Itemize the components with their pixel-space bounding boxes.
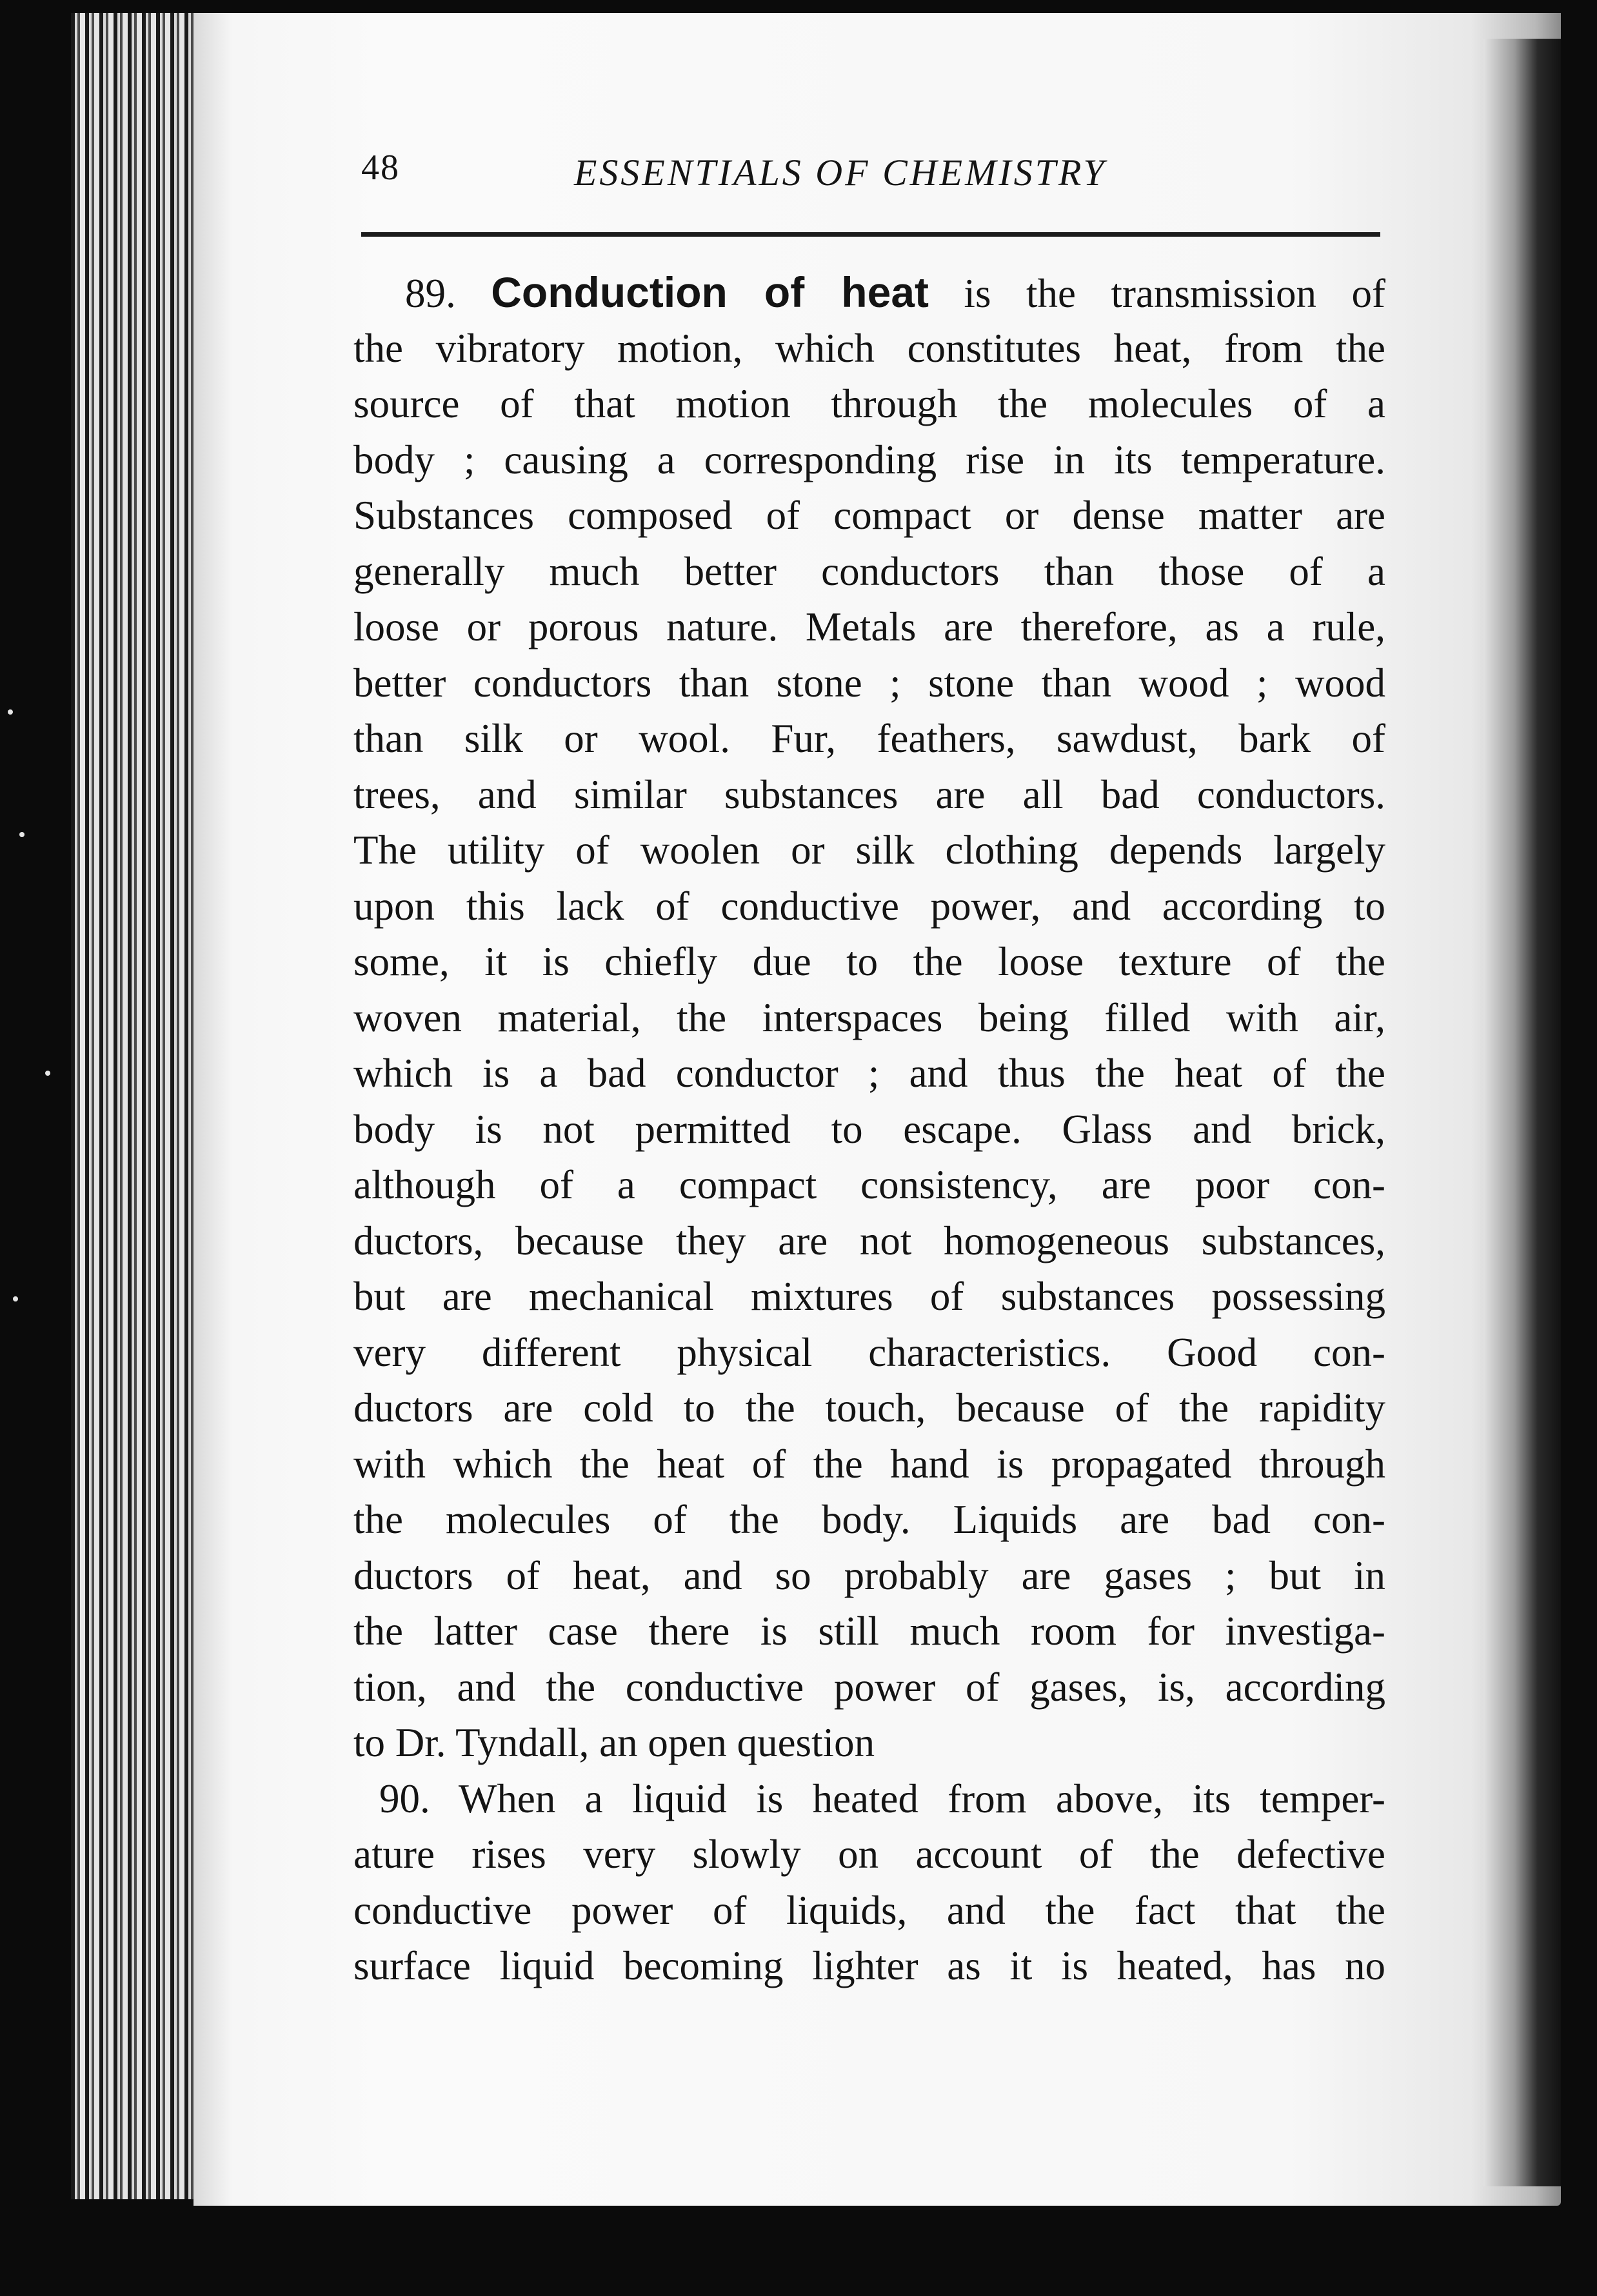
scan-speck xyxy=(8,709,13,715)
text-line: which is a bad conductor ; and thus the heat of the xyxy=(353,1051,1385,1096)
text-line: woven material, the interspaces being filled with air, xyxy=(353,995,1385,1040)
text-line: The utility of woolen or silk clothing depends largely xyxy=(353,827,1385,873)
text-line: trees, and similar substances are all bad conductors. xyxy=(353,771,1385,817)
text-line: ductors are cold to the touch, because of the rapidity xyxy=(353,1385,1385,1430)
text-line: although of a compact consistency, are poor con- xyxy=(353,1162,1385,1207)
page-number: 48 xyxy=(361,148,400,188)
scan-speck xyxy=(19,832,25,837)
text-line: is the transmission of xyxy=(964,271,1385,316)
text-line: the molecules of the body. Liquids are bad con- xyxy=(353,1497,1385,1542)
header-rule xyxy=(361,232,1380,237)
body-text xyxy=(353,264,1385,1994)
paragraph-89-first-line xyxy=(353,264,1385,321)
text-line: than silk or wool. Fur, feathers, sawdust, bark of xyxy=(353,716,1385,761)
text-line: very different physical characteristics. Good con- xyxy=(353,1329,1385,1375)
text-line: When a liquid is heated from above, its temper- xyxy=(458,1776,1385,1821)
text-line: Substances composed of compact or dense matter are xyxy=(353,493,1385,538)
scan-speck xyxy=(13,1296,18,1301)
text-line: generally much better conductors than those of a xyxy=(353,548,1385,594)
text-line: ductors of heat, and so probably are gases ; but in xyxy=(353,1552,1385,1598)
text-line: body ; causing a corresponding rise in its temperature. xyxy=(353,437,1385,482)
text-line: ductors, because they are not homogeneous substances, xyxy=(353,1218,1385,1263)
text-line: better conductors than stone ; stone than wood ; wood xyxy=(353,660,1385,706)
text-line: tion, and the conductive power of gases, is, according xyxy=(353,1664,1385,1710)
scan-speck xyxy=(45,1071,50,1076)
text-line: ature rises very slowly on account of the defective xyxy=(353,1832,1385,1877)
run-in-heading: Conduction of heat xyxy=(491,268,929,316)
paragraph-number: 89. xyxy=(405,271,456,316)
page-header xyxy=(361,147,1393,199)
running-head: ESSENTIALS OF CHEMISTRY xyxy=(574,152,1107,193)
paragraph-90-first-line xyxy=(353,1771,1385,1827)
text-line: upon this lack of conductive power, and according to xyxy=(353,883,1385,929)
text-line: conductive power of liquids, and the fact that the xyxy=(353,1887,1385,1933)
text-line: surface liquid becoming lighter as it is heated, has no xyxy=(353,1943,1385,1988)
text-line: body is not permitted to escape. Glass and brick, xyxy=(353,1106,1385,1152)
text-line: the latter case there is still much room for investiga- xyxy=(353,1608,1385,1654)
text-line: to Dr. Tyndall, an open question xyxy=(353,1720,875,1765)
text-line: the vibratory motion, which constitutes heat, from the xyxy=(353,325,1385,371)
page-curl-shadow xyxy=(1483,39,1561,2186)
text-line: source of that motion through the molecules of a xyxy=(353,381,1385,426)
text-line: loose or porous nature. Metals are therefore, as a rule, xyxy=(353,604,1385,649)
text-line: some, it is chiefly due to the loose texture of the xyxy=(353,939,1385,984)
paragraph-number: 90. xyxy=(379,1776,430,1821)
text-line: but are mechanical mixtures of substances possessing xyxy=(353,1274,1385,1319)
text-line: with which the heat of the hand is propagated through xyxy=(353,1441,1385,1487)
